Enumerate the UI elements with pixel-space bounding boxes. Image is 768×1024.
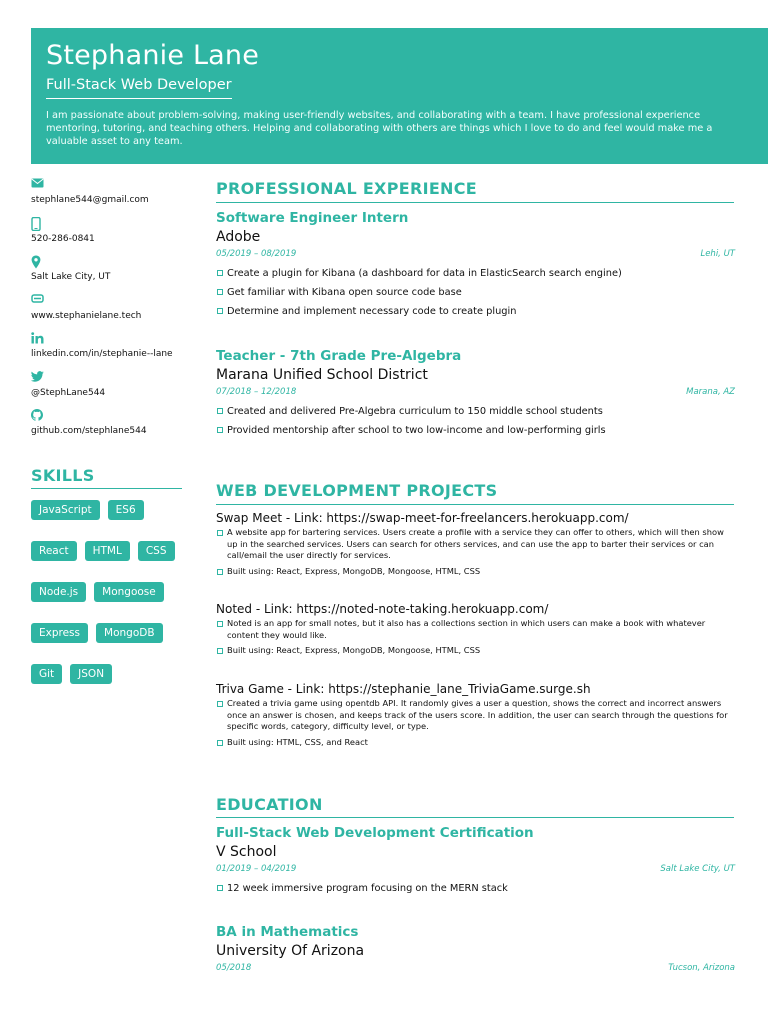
skills-heading: SKILLS — [31, 466, 95, 485]
phone-icon — [31, 217, 45, 233]
project-entry — [216, 510, 735, 581]
education-heading: EDUCATION — [216, 795, 323, 814]
project-title[interactable]: Triva Game - Link: https://stephanie_lane_TriviaGame.surge.sh — [216, 682, 591, 696]
bullet-item: Built using: HTML, CSS, and React — [216, 737, 735, 749]
skill-tag: CSS — [138, 541, 175, 561]
education-dates: 01/2019 – 04/2019 — [216, 864, 297, 874]
degree-title: Full-Stack Web Development Certification — [216, 825, 534, 841]
profile-summary: I am passionate about problem-solving, making user-friendly websites, and collaborating with a team. I have professional experience mentoring, tutoring, and teaching others. Helping and collaborating with others are things which I love to do and feel would make me a valuable asset to any team. — [46, 110, 713, 147]
project-entry — [216, 681, 735, 752]
skill-tag: Mongoose — [94, 582, 164, 602]
contact-linkedin[interactable] — [31, 332, 183, 371]
job-bullets — [216, 264, 735, 321]
job-dates: 07/2018 – 12/2018 — [216, 387, 297, 397]
degree-title: BA in Mathematics — [216, 924, 359, 940]
project-title[interactable]: Noted - Link: https://noted-note-taking.herokuapp.com/ — [216, 602, 549, 616]
contact-website[interactable] — [31, 294, 183, 333]
bullet-item: A website app for bartering services. Users create a profile with a service they can offer to others, which will then show up in the searched services. Users can search for others services, and can use the app to barter their services or can call/email the user directly for services. — [216, 527, 735, 562]
skill-tag: JavaScript — [31, 500, 100, 520]
contact-phone[interactable] — [31, 217, 183, 256]
skill-row — [31, 500, 191, 541]
skill-row — [31, 541, 191, 582]
job-title: Teacher - 7th Grade Pre-Algebra — [216, 348, 462, 364]
candidate-role: Full-Stack Web Developer — [46, 75, 232, 99]
location-icon — [31, 255, 45, 271]
github-icon — [31, 409, 45, 425]
skill-row — [31, 664, 191, 705]
contact-sidebar — [31, 178, 183, 448]
contact-location — [31, 255, 183, 294]
bullet-item: 12 week immersive program focusing on the MERN stack — [216, 879, 735, 898]
skill-row — [31, 623, 191, 664]
project-entry — [216, 601, 735, 661]
contact-location-text: Salt Lake City, UT — [31, 272, 111, 282]
job-location: Lehi, UT — [700, 249, 735, 259]
job-meta — [216, 386, 735, 398]
contact-phone-text: 520-286-0841 — [31, 233, 95, 244]
project-bullets — [216, 527, 735, 577]
job-meta — [216, 248, 735, 260]
skill-tag: HTML — [85, 541, 130, 561]
skill-tag: ES6 — [108, 500, 144, 520]
education-entry — [216, 923, 735, 974]
website-icon — [31, 294, 45, 310]
contact-email[interactable] — [31, 178, 183, 217]
candidate-name: Stephanie Lane — [46, 40, 260, 71]
experience-entry — [216, 209, 735, 321]
education-meta — [216, 863, 735, 875]
skill-tag: React — [31, 541, 77, 561]
bullet-item: Determine and implement necessary code to create plugin — [216, 302, 735, 321]
education-meta — [216, 962, 735, 974]
education-entry — [216, 824, 735, 898]
contact-github-text: github.com/stephlane544 — [31, 426, 147, 436]
skill-tag: Git — [31, 664, 62, 684]
job-dates: 05/2019 – 08/2019 — [216, 249, 297, 259]
skills-divider — [31, 488, 182, 489]
education-bullets — [216, 879, 735, 898]
education-dates: 05/2018 — [216, 963, 252, 973]
company-name: Marana Unified School District — [216, 367, 428, 383]
job-bullets — [216, 402, 735, 440]
header-banner — [31, 28, 768, 164]
experience-entry — [216, 347, 735, 440]
twitter-icon — [31, 371, 45, 387]
experience-divider — [216, 202, 734, 203]
school-name: V School — [216, 844, 277, 860]
skill-tag: Node.js — [31, 582, 86, 602]
bullet-item: Provided mentorship after school to two low-income and low-performing girls — [216, 421, 735, 440]
school-name: University Of Arizona — [216, 943, 365, 959]
company-name: Adobe — [216, 229, 261, 245]
skill-tag: JSON — [70, 664, 112, 684]
linkedin-icon — [31, 332, 45, 348]
experience-heading: PROFESSIONAL EXPERIENCE — [216, 179, 478, 198]
bullet-item: Created and delivered Pre-Algebra curriculum to 150 middle school students — [216, 402, 735, 421]
skill-row — [31, 582, 191, 623]
contact-twitter[interactable] — [31, 371, 183, 410]
bullet-item: Built using: React, Express, MongoDB, Mongoose, HTML, CSS — [216, 566, 735, 578]
projects-divider — [216, 504, 734, 505]
bullet-item: Created a trivia game using opentdb API. It randomly gives a user a question, shows the correct and incorrect answers once an answer is chosen, and keeps track of the users score. In addition, the user can search through the questions for specific words, category, difficulty level, or type. — [216, 698, 735, 733]
contact-website-text: www.stephanielane.tech — [31, 310, 142, 321]
bullet-item: Built using: React, Express, MongoDB, Mongoose, HTML, CSS — [216, 645, 735, 657]
bullet-item: Get familiar with Kibana open source code base — [216, 283, 735, 302]
project-title[interactable]: Swap Meet - Link: https://swap-meet-for-freelancers.herokuapp.com/ — [216, 511, 629, 525]
bullet-item: Create a plugin for Kibana (a dashboard for data in ElasticSearch search engine) — [216, 264, 735, 283]
contact-github[interactable] — [31, 409, 183, 448]
project-bullets — [216, 698, 735, 748]
projects-heading: WEB DEVELOPMENT PROJECTS — [216, 481, 498, 500]
contact-linkedin-text: linkedin.com/in/stephanie--lane — [31, 349, 173, 359]
education-location: Tucson, Arizona — [668, 963, 735, 973]
education-location: Salt Lake City, UT — [660, 864, 735, 874]
contact-email-text: stephlane544@gmail.com — [31, 195, 149, 205]
skill-tag: MongoDB — [96, 623, 163, 643]
project-bullets — [216, 618, 735, 657]
job-location: Marana, AZ — [686, 387, 735, 397]
education-divider — [216, 817, 734, 818]
email-icon — [31, 178, 45, 194]
bullet-item: Noted is an app for small notes, but it also has a collections section in which users can make a book with whatever content they would like. — [216, 618, 735, 641]
job-title: Software Engineer Intern — [216, 210, 409, 226]
skill-tag: Express — [31, 623, 88, 643]
skills-list — [31, 500, 191, 705]
contact-twitter-text: @StephLane544 — [31, 387, 106, 398]
